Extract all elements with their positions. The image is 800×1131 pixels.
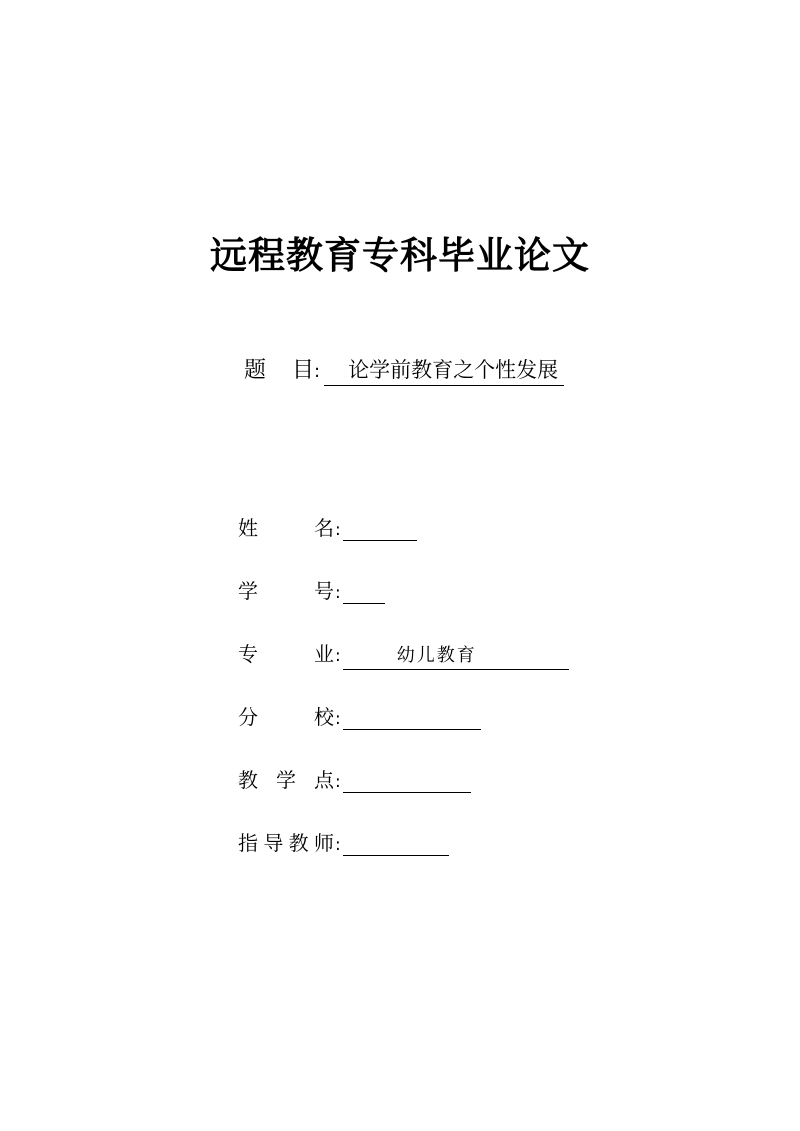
- field-row-teaching-site: [238, 764, 471, 796]
- field-colon: :: [335, 646, 341, 666]
- field-value-major: 幼儿教育: [343, 643, 569, 670]
- field-row-advisor: [238, 827, 449, 859]
- field-blank-line: [343, 705, 481, 730]
- document-title: 远程教育专科毕业论文: [210, 234, 590, 277]
- topic-label-char: 目: [292, 358, 315, 383]
- field-row-major: [238, 638, 569, 670]
- field-colon: :: [335, 835, 341, 855]
- field-label: 专 业: [238, 642, 334, 666]
- topic-value: 论学前教育之个性发展: [324, 355, 564, 386]
- field-blank-line: [343, 516, 417, 541]
- field-colon: :: [335, 520, 341, 540]
- topic-label-char: 题: [244, 358, 267, 383]
- field-colon: :: [335, 583, 341, 603]
- topic-colon: :: [314, 361, 321, 382]
- field-row-student-id: [238, 575, 385, 607]
- field-label: 教 学 点: [238, 768, 334, 792]
- field-label: 分 校: [238, 705, 334, 729]
- field-label: 学 号: [238, 579, 334, 603]
- field-row-branch-school: [238, 701, 481, 733]
- field-label: 姓 名: [238, 516, 334, 540]
- field-label: 指导教师: [238, 831, 334, 855]
- field-blank-line: [343, 768, 471, 793]
- field-blank-line: [343, 579, 385, 604]
- topic-row: [244, 354, 564, 388]
- field-blank-line: [343, 831, 449, 856]
- topic-label: [244, 354, 314, 388]
- field-row-name: [238, 512, 417, 544]
- field-colon: :: [335, 709, 341, 729]
- field-colon: :: [335, 772, 341, 792]
